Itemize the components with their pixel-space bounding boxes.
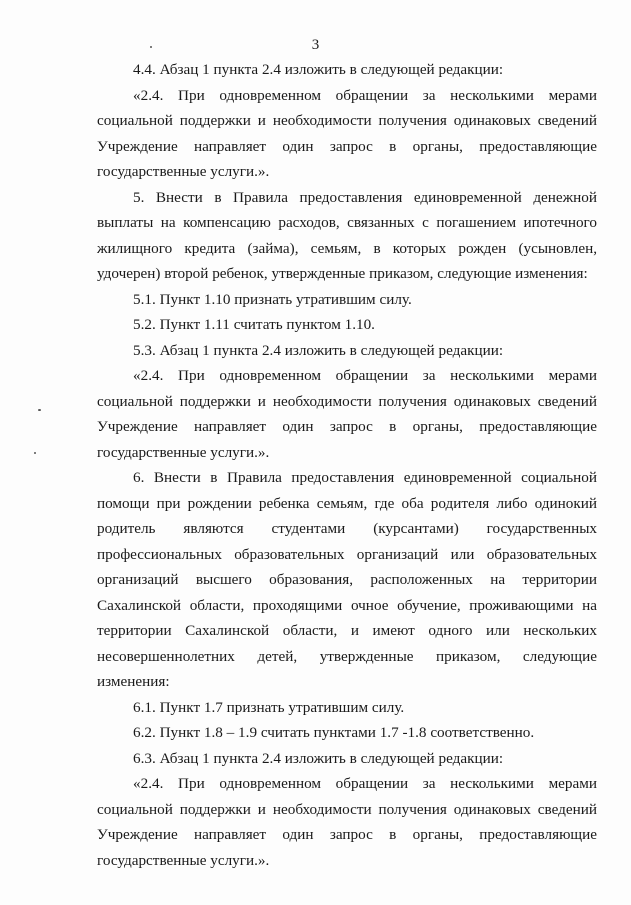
paragraph-5-3: 5.3. Абзац 1 пункта 2.4 изложить в следующей редакции: [133, 341, 504, 359]
paragraph-6-1: 6.1. Пункт 1.7 признать утратившим силу. [133, 698, 405, 716]
page-number: 3 [311, 37, 320, 53]
paragraph-5-2: 5.2. Пункт 1.11 считать пунктом 1.10. [133, 316, 375, 333]
paragraph-5: 5. Внести в Правила предоставления единовременной денежной выплаты на компенсацию расходов, связанных с погашением ипотечного жилищного кредита (займа), семьям, в которых рожден (усыновлен, удочерен) второй ребенок, утвержденные приказом, следующие изменения: [97, 188, 597, 282]
paragraph-4-4: 4.4. Абзац 1 пункта 2.4 изложить в следующей редакции: [133, 61, 504, 78]
scan-speck [38, 409, 41, 411]
quoted-clause-2-4: «2.4. При одновременном обращении за несколькими мерами социальной поддержки и необходимости получения одинаковых сведений Учреждение направляет один запрос в органы, предоставляющие государственные услуги.». [97, 775, 597, 869]
paragraph-6-2: 6.2. Пункт 1.8 – 1.9 считать пунктами 1.7 -1.8 соответственно. [133, 724, 535, 741]
paragraph-6-3: 6.3. Абзац 1 пункта 2.4 изложить в следующей редакции: [133, 749, 504, 767]
paragraph-6: 6. Внести в Правила предоставления единовременной социальной помощи при рождении ребенка семьям, где оба родителя либо одинокий родитель являются студентами (курсантами) государственных профессиональных образовательных организаций или образовательных организаций высшего образования, расположенных на территории Сахалинской области, проходящими очное обучение, проживающими на территории Сахалинской области, и имеют одного или нескольких несовершеннолетних детей, утвержденные приказом, следующие изменения: [97, 469, 597, 690]
scan-speck [150, 46, 152, 48]
quoted-clause-2-4: «2.4. При одновременном обращении за несколькими мерами социальной поддержки и необходимости получения одинаковых сведений Учреждение направляет один запрос в органы, предоставляющие государственные услуги.». [97, 86, 597, 180]
document-body [97, 57, 597, 873]
paragraph-5-1: 5.1. Пункт 1.10 признать утратившим силу. [133, 290, 412, 308]
scan-speck [34, 452, 36, 454]
quoted-clause-2-4: «2.4. При одновременном обращении за несколькими мерами социальной поддержки и необходимости получения одинаковых сведений Учреждение направляет один запрос в органы, предоставляющие государственные услуги.». [97, 367, 597, 461]
